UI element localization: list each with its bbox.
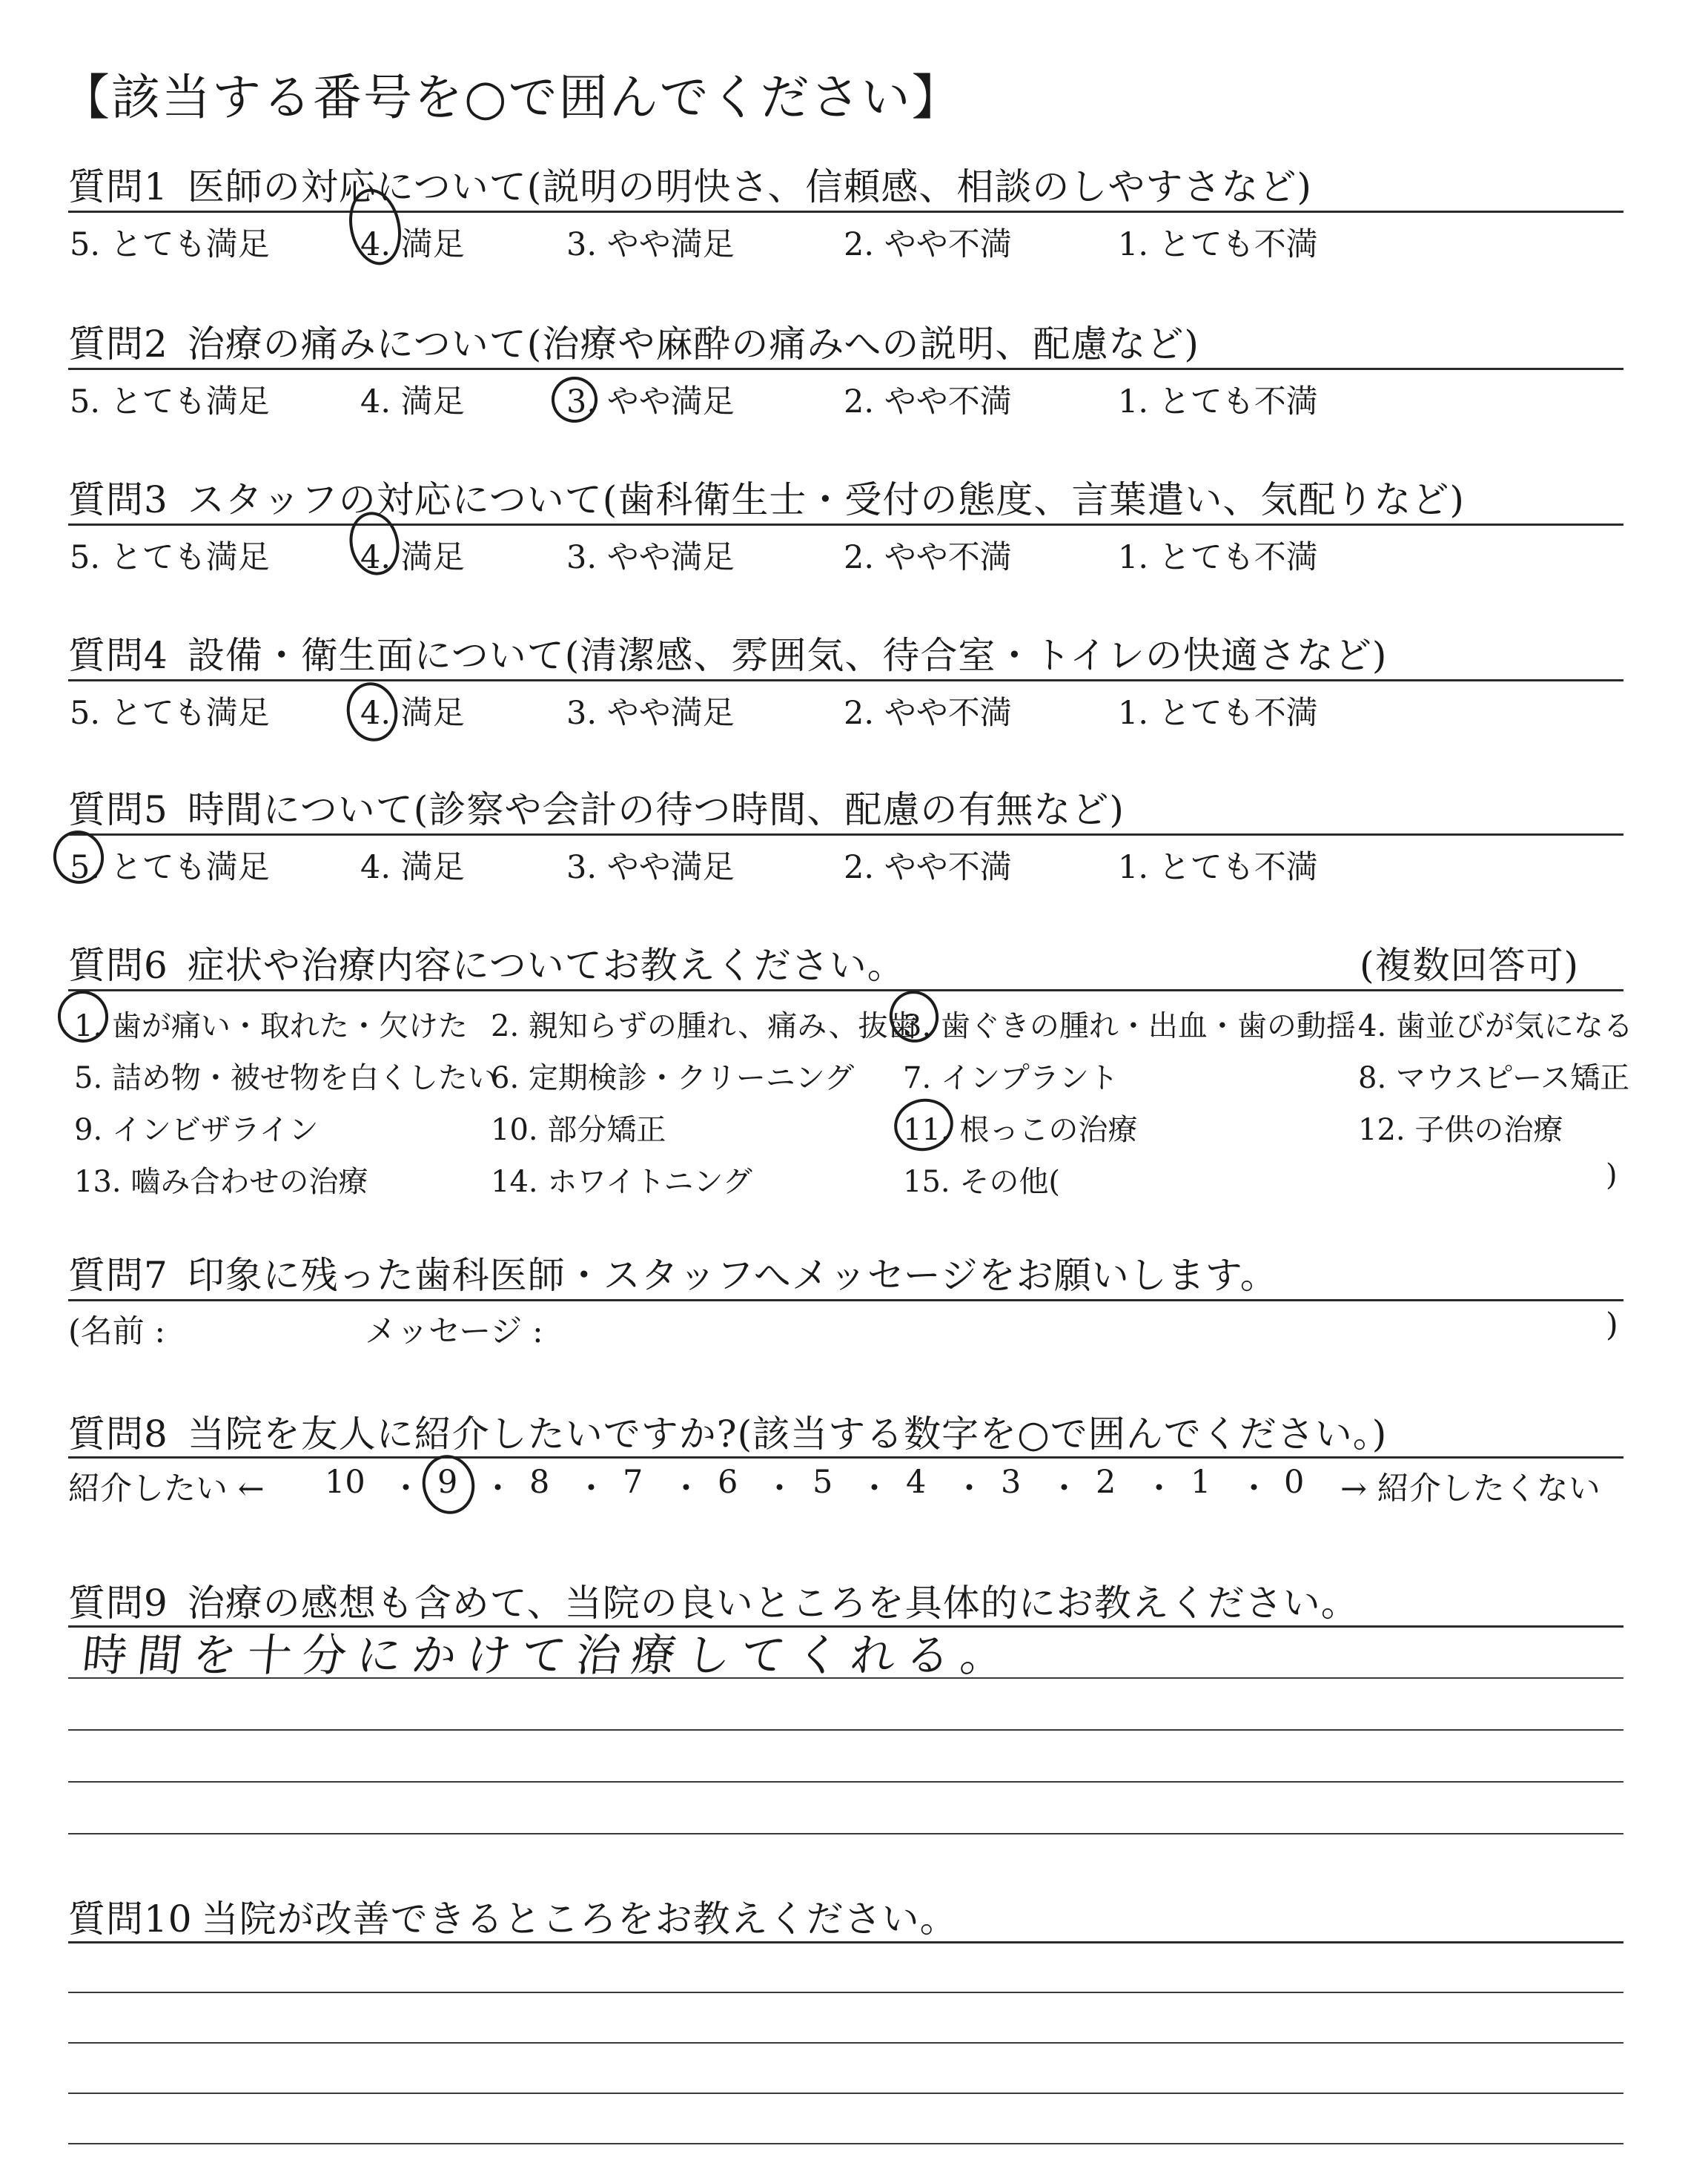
q8-selection-circle — [417, 1450, 480, 1519]
question-9-text: 治療の感想も含めて、当院の良いところを具体的にお教えください。 — [187, 1582, 1359, 1625]
q2-option-3[interactable]: 3. やや満足 — [566, 383, 735, 420]
q8-dot-7: ・ — [953, 1470, 985, 1507]
question-5-rule — [68, 833, 1623, 836]
question-2-title — [68, 314, 1199, 368]
q5-option-5[interactable]: 5. とても満足 — [70, 849, 270, 886]
q8-scale-8[interactable]: 8 — [529, 1464, 550, 1501]
q6-option-13[interactable]: 13. 嚙み合わせの治療 — [74, 1165, 368, 1199]
question-6-note: (複数回答可) — [1360, 944, 1580, 987]
q8-scale-4[interactable]: 4 — [906, 1464, 927, 1501]
question-7-text: 印象に残った歯科医師・スタッフへメッセージをお願いします。 — [187, 1254, 1278, 1297]
q7-name-label: (名前 : — [68, 1313, 165, 1350]
q1-option-5[interactable]: 5. とても満足 — [70, 226, 270, 263]
question-3-rule — [68, 524, 1623, 526]
q4-option-2[interactable]: 2. やや不満 — [844, 695, 1012, 732]
q8-dot-1: ・ — [390, 1470, 422, 1507]
question-5-number: 質問5 — [68, 788, 168, 831]
question-3-text: スタッフの対応について(歯科衛生士・受付の態度、言葉遣い、気配りなど) — [187, 478, 1465, 521]
question-4-rule — [68, 679, 1623, 681]
q2-option-2[interactable]: 2. やや不満 — [844, 383, 1012, 420]
question-8-number: 質問8 — [68, 1413, 168, 1456]
question-6-text: 症状や治療内容についてお教えください。 — [187, 944, 905, 987]
question-8-title — [68, 1404, 1387, 1458]
question-1-rule — [68, 211, 1623, 213]
q5-option-3[interactable]: 3. やや満足 — [566, 849, 735, 886]
question-3-number: 質問3 — [68, 478, 168, 521]
q8-scale-3[interactable]: 3 — [1001, 1464, 1022, 1501]
q6-option-11[interactable]: 11. 根っこの治療 — [903, 1113, 1138, 1147]
q1-option-4[interactable]: 4. 満足 — [360, 226, 465, 263]
question-6-number: 質問6 — [68, 944, 168, 987]
q6-option-7[interactable]: 7. インプラント — [903, 1061, 1119, 1095]
q8-scale-7[interactable]: 7 — [623, 1464, 643, 1501]
q9-answer-line-4 — [68, 1833, 1623, 1834]
question-1-number: 質問1 — [68, 165, 168, 208]
q8-scale-5[interactable]: 5 — [812, 1464, 833, 1501]
q8-right-label: → 紹介したくない — [1340, 1470, 1601, 1507]
q6-other-close-paren: ) — [1606, 1158, 1618, 1192]
q6-option-4[interactable]: 4. 歯並びが気になる — [1358, 1009, 1633, 1043]
q6-option-2[interactable]: 2. 親知らずの腫れ、痛み、抜歯 — [491, 1009, 918, 1043]
question-1-title — [68, 157, 1312, 211]
question-4-text: 設備・衛生面について(清潔感、雰囲気、待合室・トイレの快適さなど) — [187, 634, 1388, 677]
q3-option-3[interactable]: 3. やや満足 — [566, 539, 735, 576]
q6-option-9[interactable]: 9. インビザライン — [74, 1113, 319, 1147]
question-2-text: 治療の痛みについて(治療や麻酔の痛みへの説明、配慮など) — [187, 323, 1199, 366]
question-4-title — [68, 626, 1387, 679]
q1-option-1[interactable]: 1. とても不満 — [1118, 226, 1318, 263]
question-7-number: 質問7 — [68, 1254, 168, 1297]
q4-option-1[interactable]: 1. とても不満 — [1118, 695, 1318, 732]
q6-option-1[interactable]: 1. 歯が痛い・取れた・欠けた — [74, 1009, 468, 1043]
q9-answer-line-3 — [68, 1781, 1623, 1783]
question-1-text: 医師の対応について(説明の明快さ、信頼感、相談のしやすさなど) — [187, 165, 1312, 208]
q2-option-1[interactable]: 1. とても不満 — [1118, 383, 1318, 420]
q8-dot-5: ・ — [764, 1470, 795, 1507]
q7-close-paren: ) — [1606, 1307, 1618, 1344]
question-6-rule — [68, 989, 1623, 991]
q9-answer-line-2 — [68, 1729, 1623, 1731]
q7-message-label: メッセージ : — [365, 1313, 543, 1350]
q8-scale-1[interactable]: 1 — [1191, 1464, 1211, 1501]
q1-option-2[interactable]: 2. やや不満 — [844, 226, 1012, 263]
question-2-number: 質問2 — [68, 323, 168, 366]
question-4-number: 質問4 — [68, 634, 168, 677]
q6-option-6[interactable]: 6. 定期検診・クリーニング — [491, 1061, 855, 1095]
q9-answer-line-1 — [68, 1677, 1623, 1679]
q6-option-10[interactable]: 10. 部分矯正 — [491, 1113, 666, 1147]
q4-option-5[interactable]: 5. とても満足 — [70, 695, 270, 732]
question-10-number: 質問10 — [68, 1898, 193, 1941]
question-7-rule — [68, 1299, 1623, 1301]
q6-option-5[interactable]: 5. 詰め物・被せ物を白くしたい — [74, 1061, 497, 1095]
q8-dot-4: ・ — [670, 1470, 702, 1507]
question-2-rule — [68, 368, 1623, 370]
q8-dot-8: ・ — [1048, 1470, 1080, 1507]
question-7-title — [68, 1246, 1278, 1299]
q8-dot-2: ・ — [482, 1470, 514, 1507]
question-9-title — [68, 1573, 1359, 1627]
q5-option-2[interactable]: 2. やや不満 — [844, 849, 1012, 886]
question-10-rule — [68, 1941, 1623, 1943]
q8-scale-10[interactable]: 10 — [325, 1464, 365, 1501]
q8-dot-3: ・ — [575, 1470, 607, 1507]
q8-scale-0[interactable]: 0 — [1284, 1464, 1305, 1501]
question-10-title — [68, 1889, 958, 1943]
q5-option-4[interactable]: 4. 満足 — [360, 849, 465, 886]
q10-answer-line-1 — [68, 1992, 1623, 1993]
q1-option-3[interactable]: 3. やや満足 — [566, 226, 735, 263]
q8-left-label: 紹介したい ← — [68, 1470, 265, 1507]
question-8-text: 当院を友人に紹介したいですか?(該当する数字を○で囲んでください。) — [187, 1413, 1388, 1456]
q4-option-4[interactable]: 4. 満足 — [360, 695, 465, 732]
q3-option-1[interactable]: 1. とても不満 — [1118, 539, 1318, 576]
q8-dot-9: ・ — [1143, 1470, 1175, 1507]
q6-option-3[interactable]: 3. 歯ぐきの腫れ・出血・歯の動揺 — [903, 1009, 1356, 1043]
q8-scale-9[interactable]: 9 — [437, 1464, 458, 1501]
q2-option-5[interactable]: 5. とても満足 — [70, 383, 270, 420]
question-9-number: 質問9 — [68, 1582, 168, 1625]
question-5-title — [68, 780, 1125, 833]
form-heading: 【該当する番号を○で囲んでください】 — [61, 69, 962, 126]
q10-answer-line-2 — [68, 2042, 1623, 2044]
q3-option-4[interactable]: 4. 満足 — [360, 539, 465, 576]
q8-dot-10: ・ — [1238, 1470, 1270, 1507]
q10-answer-line-4 — [68, 2143, 1623, 2144]
q5-option-1[interactable]: 1. とても不満 — [1118, 849, 1318, 886]
question-5-text: 時間について(診察や会計の待つ時間、配慮の有無など) — [187, 788, 1125, 831]
q6-option-8[interactable]: 8. マウスピース矯正 — [1358, 1061, 1630, 1095]
q8-scale-2[interactable]: 2 — [1096, 1464, 1116, 1501]
q2-option-4[interactable]: 4. 満足 — [360, 383, 465, 420]
q6-option-14[interactable]: 14. ホワイトニング — [491, 1165, 752, 1199]
q8-dot-6: ・ — [858, 1470, 890, 1507]
q4-option-3[interactable]: 3. やや満足 — [566, 695, 735, 732]
q3-option-5[interactable]: 5. とても満足 — [70, 539, 270, 576]
q6-option-15[interactable]: 15. その他( — [903, 1165, 1060, 1199]
question-3-title — [68, 470, 1465, 524]
q10-answer-line-3 — [68, 2093, 1623, 2094]
q8-scale-6[interactable]: 6 — [718, 1464, 738, 1501]
question-8-rule — [68, 1456, 1623, 1459]
q9-handwritten-answer[interactable]: 時間を十分にかけて治療してくれる。 — [79, 1630, 1019, 1682]
q3-option-2[interactable]: 2. やや不満 — [844, 539, 1012, 576]
question-10-text: 当院が改善できるところをお教えください。 — [201, 1898, 958, 1941]
q6-option-12[interactable]: 12. 子供の治療 — [1358, 1113, 1563, 1147]
question-6-title — [68, 936, 905, 989]
